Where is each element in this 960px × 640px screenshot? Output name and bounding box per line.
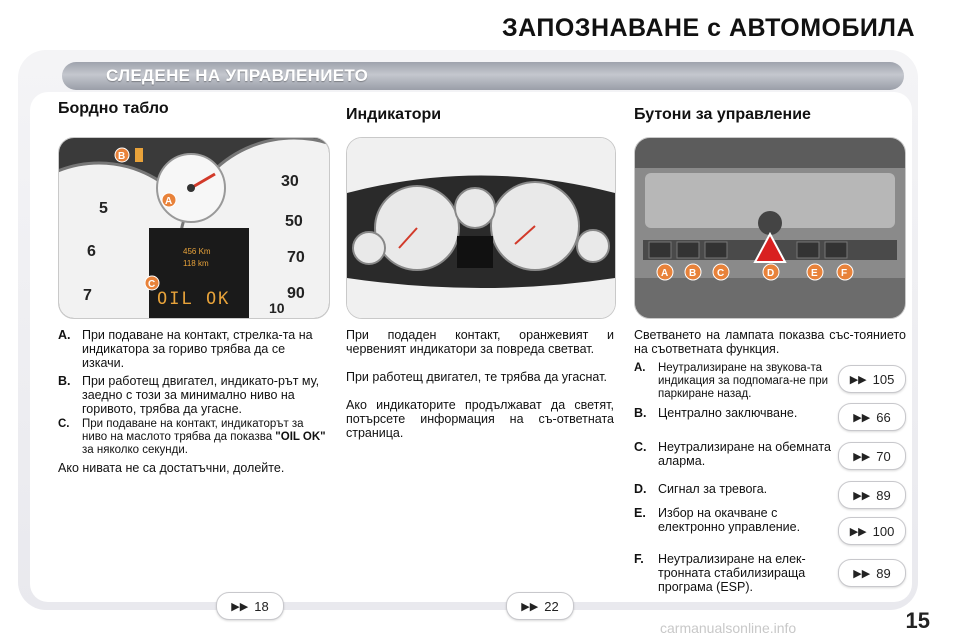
fuel-warning-icon <box>135 148 143 162</box>
left-item-c: C. При подаване на контакт, индикаторът за ниво на маслото трябва да показва "OIL OK" за няколко секунди. <box>58 418 326 456</box>
page-number: 15 <box>905 608 930 633</box>
tacho-tick: 50 <box>285 213 303 230</box>
callout-d: D <box>767 268 775 279</box>
controls-heading: Бутони за управление <box>634 106 811 123</box>
speed-tick: 6 <box>87 243 96 260</box>
indicators-photo <box>346 137 616 319</box>
page-ref-icon: ▶▶ <box>853 450 871 463</box>
dashboard-heading: Бордно табло <box>58 100 169 117</box>
right-item-d: D. Сигнал за тревога. <box>634 482 768 496</box>
page-ref-link[interactable]: ▶▶ 105 <box>838 365 906 393</box>
callout-b: B <box>689 268 697 279</box>
page-ref-link[interactable]: ▶▶ 89 <box>838 481 906 509</box>
page-ref-link[interactable]: ▶▶ 70 <box>838 442 906 470</box>
callout-a: A <box>661 268 669 279</box>
speed-tick: 5 <box>99 200 108 217</box>
control-buttons-photo <box>634 137 906 319</box>
odometer-total: 456 Km <box>183 247 211 256</box>
indicators-text-1: При подаден контакт, оранжевият и червеният индикатори за повреда светват. <box>346 328 614 356</box>
callout-c: C <box>148 279 156 290</box>
indicators-heading: Индикатори <box>346 106 442 123</box>
right-item-b: B. Централно заключване. <box>634 406 798 420</box>
tacho-tick: 90 <box>287 285 305 302</box>
indicators-text-2: При работещ двигател, те трябва да угаснат. <box>346 370 607 384</box>
page-title: ЗАПОЗНАВАНЕ с АВТОМОБИЛА <box>501 14 915 42</box>
page-ref-link[interactable]: ▶▶ 22 <box>506 592 574 620</box>
right-item-a: A. Неутрализиране на звукова-та индикация за подпомага-не при паркиране назад. <box>634 362 829 400</box>
oil-level-display: OIL OK <box>157 289 231 309</box>
page-ref-icon: ▶▶ <box>849 373 867 386</box>
page-ref-icon: ▶▶ <box>849 525 867 538</box>
indicators-text-3: Ако индикаторите продължават да светят, потърсете информация на съ-ответната страница. <box>346 398 614 440</box>
callout-c: C <box>717 268 725 279</box>
page-ref-icon: ▶▶ <box>853 489 871 502</box>
odometer-trip: 118 km <box>183 259 209 268</box>
section-banner <box>62 62 904 90</box>
tacho-tick: 10 <box>269 300 285 316</box>
left-item-b: B. При работещ двигател, индикато-рът му, заедно с този за минимално ниво на горивото, трябва да угасне. <box>58 374 320 416</box>
instrument-cluster-photo <box>58 137 330 319</box>
tacho-tick: 30 <box>281 173 299 190</box>
page-ref-icon: ▶▶ <box>231 600 249 613</box>
speed-tick: 7 <box>83 287 92 304</box>
page-ref-link[interactable]: ▶▶ 66 <box>838 403 906 431</box>
page-ref-link[interactable]: ▶▶ 89 <box>838 559 906 587</box>
right-item-e: E. Избор на окачване с електронно управление. <box>634 506 801 534</box>
page-ref-icon: ▶▶ <box>853 411 871 424</box>
controls-intro: Светването на лампата показва със-тоянието на съответната функция. <box>634 328 906 356</box>
watermark: carmanualsonline.info <box>660 620 797 636</box>
page-ref-link[interactable]: ▶▶ 18 <box>216 592 284 620</box>
tacho-tick: 70 <box>287 249 305 266</box>
right-item-f: F. Неутрализиране на елек-тронната стабилизираща програма (ESP). <box>634 552 806 594</box>
callout-a: A <box>165 196 173 207</box>
page-ref-icon: ▶▶ <box>521 600 539 613</box>
left-item-a: A. При подаване на контакт, стрелка-та на индикатора за гориво трябва да се изкачи. <box>58 328 313 370</box>
refill-note: Ако нивата не са достатъчни, долейте. <box>58 461 285 475</box>
section-title: СЛЕДЕНЕ НА УПРАВЛЕНИЕТО <box>106 66 369 85</box>
callout-e: E <box>811 268 818 279</box>
page-ref-link[interactable]: ▶▶ 100 <box>838 517 906 545</box>
right-item-c: C. Неутрализиране на обемната аларма. <box>634 440 831 468</box>
callout-b: B <box>118 151 126 162</box>
page-ref-icon: ▶▶ <box>853 567 871 580</box>
callout-f: F <box>841 268 848 279</box>
